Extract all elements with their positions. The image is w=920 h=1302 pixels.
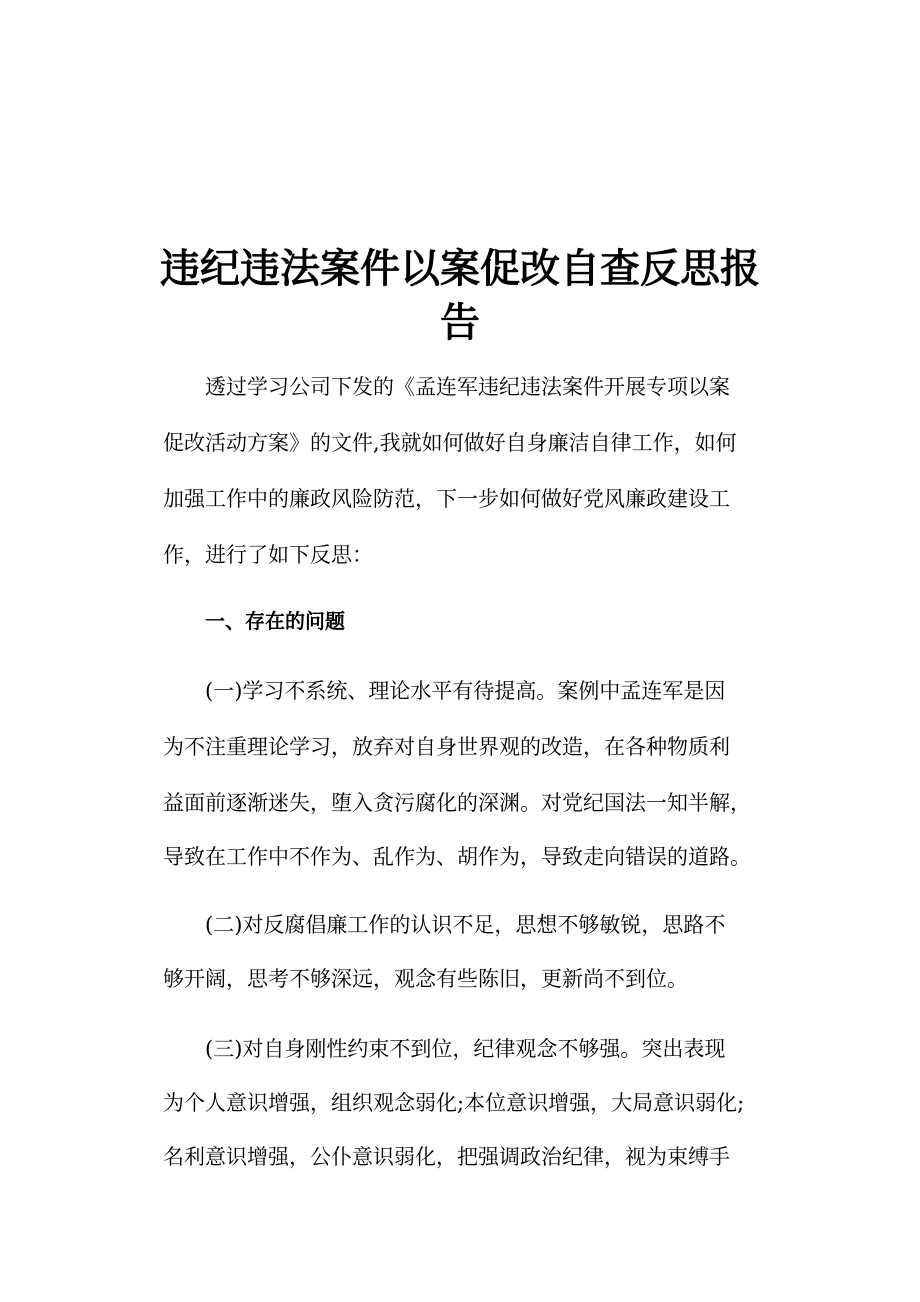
- intro-line-4: 作，进行了如下反思：: [163, 543, 373, 567]
- intro-line-1: 透过学习公司下发的《孟连军违纪违法案件开展专项以案: [205, 375, 730, 399]
- item3-line-2: 为个人意识增强，组织观念弱化;本位意识增强，大局意识弱化;: [163, 1091, 745, 1115]
- item1-line-4: 导致在工作中不作为、乱作为、胡作为，导致走向错误的道路。: [163, 845, 751, 869]
- item3-line-3: 名利意识增强，公仆意识弱化，把强调政治纪律，视为束缚手: [163, 1145, 730, 1169]
- item1-line-3: 益面前逐渐迷失，堕入贪污腐化的深渊。对党纪国法一知半解，: [163, 791, 751, 815]
- item1-line-2: 为不注重理论学习，放弃对自身世界观的改造，在各种物质利: [163, 735, 730, 759]
- item1-line-1: (一)学习不系统、理论水平有待提高。案例中孟连军是因: [205, 679, 726, 703]
- document-title-line-1: 违纪违法案件以案促改自查反思报: [160, 246, 760, 292]
- intro-line-2: 促改活动方案》的文件,我就如何做好自身廉洁自律工作，如何: [163, 431, 737, 455]
- item2-line-1: (二)对反腐倡廉工作的认识不足，思想不够敏锐，思路不: [205, 913, 726, 937]
- document-title-line-2: 告: [440, 300, 480, 346]
- item3-line-1: (三)对自身刚性约束不到位，纪律观念不够强。突出表现: [205, 1037, 726, 1061]
- item2-line-2: 够开阔，思考不够深远，观念有些陈旧，更新尚不到位。: [163, 967, 688, 991]
- section-heading-problems: 一、存在的问题: [205, 609, 345, 633]
- intro-line-3: 加强工作中的廉政风险防范，下一步如何做好党风廉政建设工: [163, 487, 730, 511]
